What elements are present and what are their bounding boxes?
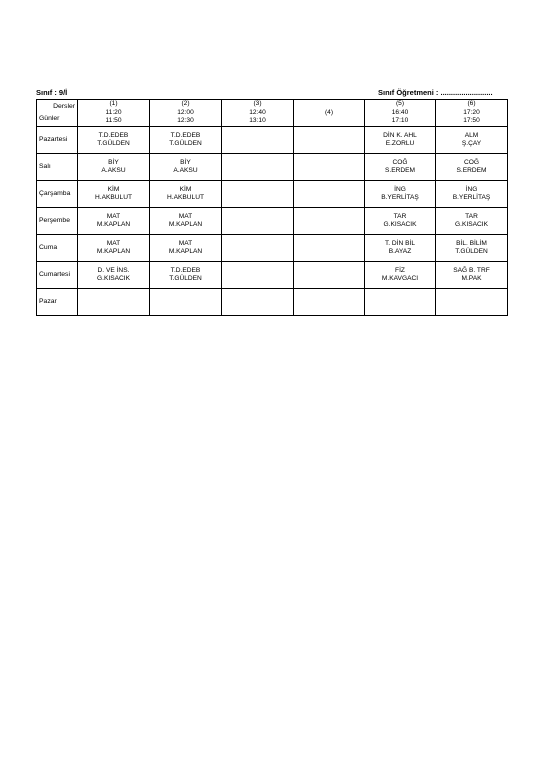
lesson-subject: MAT: [178, 212, 193, 220]
table-row: [37, 289, 508, 316]
period-number: (6): [467, 100, 476, 108]
lesson-cell: [150, 289, 222, 316]
lesson-teacher: T.GÜLDEN: [169, 275, 202, 282]
lesson-cell: [436, 181, 508, 208]
period-end-time: 17:50: [463, 117, 480, 125]
lesson-subject: ALM: [464, 131, 479, 139]
lesson-cell: [78, 235, 150, 262]
table-row: [37, 235, 508, 262]
day-label: Cumartesi: [37, 262, 78, 289]
period-end-time: 17:10: [391, 117, 409, 125]
table-row: [37, 208, 508, 235]
lesson-cell: [365, 208, 436, 235]
lesson-subject: D. VE İNS.: [97, 266, 130, 274]
lesson-cell: [436, 262, 508, 289]
corner-cell: [37, 100, 78, 127]
lesson-subject: SAĞ B. TRF: [453, 266, 490, 274]
period-number: (1): [109, 100, 118, 108]
table-row: [37, 154, 508, 181]
lesson-subject: T. DİN BİL: [384, 239, 416, 247]
lesson-subject: MAT: [106, 239, 121, 247]
lesson-subject: İNG: [465, 185, 478, 193]
lesson-cell: [365, 289, 436, 316]
period-header-3: [222, 100, 294, 127]
lesson-teacher: M.KAPLAN: [168, 221, 203, 228]
period-end-time: 13:10: [249, 117, 266, 125]
lesson-subject: KİM: [107, 185, 120, 193]
period-start-time: 12:40: [249, 108, 266, 116]
period-header-1: [78, 100, 150, 127]
lesson-teacher: M.KAPLAN: [96, 248, 131, 255]
table-row: [37, 262, 508, 289]
lesson-teacher: G.KISACIK: [455, 221, 488, 228]
lesson-teacher: M.KAPLAN: [168, 248, 203, 255]
lesson-cell: [222, 154, 294, 181]
lesson-teacher: B.YERLİTAŞ: [452, 194, 491, 201]
day-label: Perşembe: [37, 208, 78, 235]
lesson-subject: İNG: [394, 185, 406, 193]
lesson-cell: [78, 289, 150, 316]
lesson-teacher: B.YERLİTAŞ: [381, 194, 419, 201]
period-start-time: 11:20: [105, 108, 122, 116]
lesson-subject: T.D.EDEB: [170, 131, 201, 139]
lesson-cell: [436, 235, 508, 262]
schedule-body: [37, 100, 508, 316]
header-row: [37, 100, 508, 127]
lesson-teacher: T.GÜLDEN: [169, 140, 202, 147]
lesson-teacher: H.AKBULUT: [166, 194, 204, 201]
day-label: Cuma: [37, 235, 78, 262]
lesson-cell: [150, 235, 222, 262]
lesson-cell: [294, 235, 365, 262]
lesson-cell: [150, 127, 222, 154]
lesson-cell: [365, 154, 436, 181]
lesson-teacher: S.ERDEM: [384, 167, 416, 174]
period-number: (3): [253, 100, 262, 108]
lesson-cell: [294, 154, 365, 181]
lesson-cell: [436, 289, 508, 316]
table-row: [37, 181, 508, 208]
period-header-6: [436, 100, 508, 127]
lesson-cell: [78, 262, 150, 289]
lesson-cell: [294, 181, 365, 208]
lesson-cell: [222, 262, 294, 289]
lesson-subject: COĞ: [463, 158, 480, 166]
lesson-subject: DİN K. AHL: [383, 131, 417, 139]
class-teacher-label: Sınıf Öğretmeni : .........................: [378, 88, 493, 97]
lesson-cell: [436, 154, 508, 181]
lesson-cell: [294, 127, 365, 154]
lesson-teacher: A.AKSU: [173, 167, 198, 174]
lesson-teacher: M.KAVGACI: [381, 275, 419, 282]
lesson-subject: FİZ: [395, 266, 405, 274]
lesson-cell: [78, 154, 150, 181]
period-header-4: [294, 100, 365, 127]
lesson-subject: TAR: [465, 212, 478, 220]
class-label: Sınıf : 9/İ: [36, 88, 68, 97]
lesson-subject: T.D.EDEB: [98, 131, 129, 139]
lesson-cell: [294, 289, 365, 316]
period-end-time: 12:30: [177, 117, 194, 125]
lesson-cell: [78, 181, 150, 208]
lesson-cell: [365, 127, 436, 154]
period-start-time: 17:20: [463, 108, 480, 116]
lesson-subject: BİL. BİLİM: [456, 239, 487, 247]
period-number: (4): [324, 108, 334, 116]
lesson-teacher: M.KAPLAN: [96, 221, 131, 228]
lesson-teacher: A.AKSU: [101, 167, 126, 174]
lesson-teacher: G.KISACIK: [97, 275, 130, 282]
lesson-cell: [365, 235, 436, 262]
lesson-teacher: T.GÜLDEN: [455, 248, 488, 255]
lesson-subject: MAT: [178, 239, 193, 247]
day-label: Salı: [37, 154, 78, 181]
day-label: Çarşamba: [37, 181, 78, 208]
lesson-cell: [365, 262, 436, 289]
lesson-cell: [150, 154, 222, 181]
schedule-table: [36, 99, 508, 316]
lesson-cell: [78, 127, 150, 154]
lesson-cell: [150, 262, 222, 289]
lesson-teacher: S.ERDEM: [456, 167, 487, 174]
lesson-subject: COĞ: [392, 158, 408, 166]
lesson-teacher: H.AKBULUT: [94, 194, 132, 201]
lesson-subject: T.D.EDEB: [170, 266, 201, 274]
lesson-teacher: T.GÜLDEN: [97, 140, 130, 147]
lesson-cell: [78, 208, 150, 235]
period-header-5: [365, 100, 436, 127]
day-label: Pazar: [37, 289, 78, 316]
period-end-time: 11:50: [105, 117, 122, 125]
lesson-cell: [436, 208, 508, 235]
lesson-cell: [365, 181, 436, 208]
lesson-subject: TAR: [393, 212, 407, 220]
corner-top-label: Dersler: [53, 103, 75, 110]
lesson-cell: [150, 181, 222, 208]
lesson-cell: [222, 208, 294, 235]
lesson-cell: [222, 289, 294, 316]
lesson-cell: [294, 262, 365, 289]
period-start-time: 12:00: [177, 108, 194, 116]
lesson-teacher: Ş.ÇAY: [461, 140, 482, 147]
lesson-teacher: E.ZORLU: [385, 140, 415, 147]
period-header-2: [150, 100, 222, 127]
lesson-cell: [222, 181, 294, 208]
table-row: [37, 127, 508, 154]
lesson-cell: [294, 208, 365, 235]
lesson-cell: [222, 127, 294, 154]
period-number: (2): [181, 100, 190, 108]
lesson-cell: [150, 208, 222, 235]
lesson-subject: BİY: [108, 158, 119, 166]
lesson-teacher: M.PAK: [461, 275, 482, 282]
lesson-subject: MAT: [106, 212, 121, 220]
lesson-teacher: B.AYAZ: [388, 248, 412, 255]
lesson-cell: [222, 235, 294, 262]
period-start-time: 16:40: [391, 108, 409, 116]
lesson-cell: [436, 127, 508, 154]
lesson-subject: BİY: [180, 158, 191, 166]
period-number: (5): [395, 100, 405, 108]
corner-bottom-label: Günler: [39, 114, 60, 122]
lesson-subject: KİM: [179, 185, 192, 193]
lesson-teacher: G.KISACIK: [383, 221, 417, 228]
day-label: Pazartesi: [37, 127, 78, 154]
